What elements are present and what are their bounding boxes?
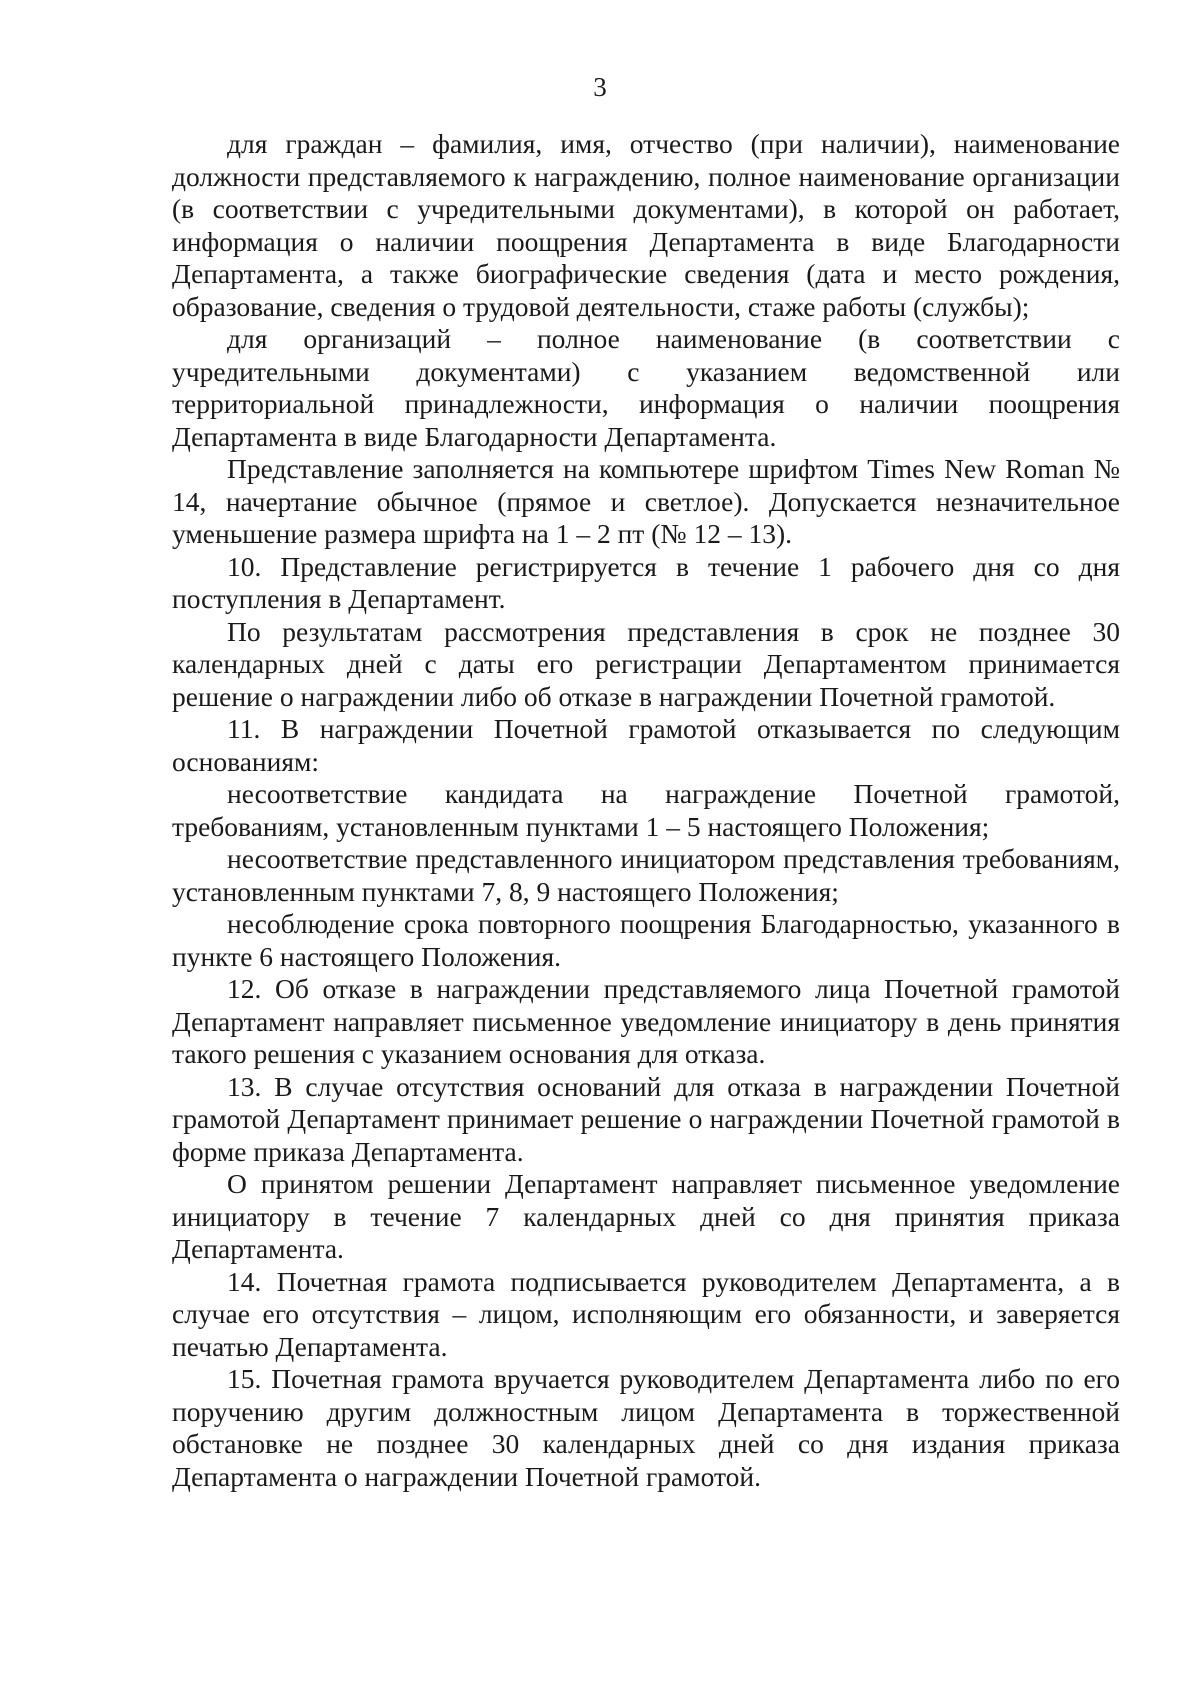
paragraph-item-15: 15. Почетная грамота вручается руководителем Департамента либо по его поручению другим должностным лицом Департамента в торжественной обстановке не позднее 30 календарных дней со дня издания приказа Департамента о награждении Почетной грамотой. <box>172 1363 1120 1492</box>
paragraph-notification: О принятом решении Департамент направляет письменное уведомление инициатору в течение 7 календарных дней со дня принятия приказа Департамента. <box>172 1168 1120 1264</box>
paragraph-organizations-info: для организаций – полное наименование (в соответствии с учредительными документами) с указанием ведомственной или территориальной принадлежности, информация о наличии поощрения Департамента в виде Благодарности Департамента. <box>172 323 1120 452</box>
paragraph-font-requirements: Представление заполняется на компьютере шрифтом Times New Roman № 14, начертание обычное (прямое и светлое). Допускается незначительное уменьшение размера шрифта на 1 – 2 пт (№ 12 – 13). <box>172 453 1120 549</box>
paragraph-item-10: 10. Представление регистрируется в течение 1 рабочего дня со дня поступления в Департамент. <box>172 550 1120 614</box>
paragraph-item-11: 11. В награждении Почетной грамотой отказывается по следующим основаниям: <box>172 713 1120 777</box>
paragraph-item-12: 12. Об отказе в награждении представляемого лица Почетной грамотой Департамент направляет письменное уведомление инициатору в день принятия такого решения с указанием основания для отказа. <box>172 973 1120 1069</box>
paragraph-citizens-info: для граждан – фамилия, имя, отчество (при наличии), наименование должности представляемого к награждению, полное наименование организации (в соответствии с учредительными документами), в которой он работает, информация о наличии поощрения Департамента в виде Благодарности Департамента, а также биографические сведения (дата и место рождения, образование, сведения о трудовой деятельности, стаже работы (службы); <box>172 128 1120 322</box>
document-body <box>172 128 1120 1493</box>
paragraph-item-14: 14. Почетная грамота подписывается руководителем Департамента, а в случае его отсутствия – лицом, исполняющим его обязанности, и заверяется печатью Департамента. <box>172 1265 1120 1362</box>
paragraph-review-decision: По результатам рассмотрения представления в срок не позднее 30 календарных дней с даты его регистрации Департаментом принимается решение о награждении либо об отказе в награждении Почетной грамотой. <box>172 615 1120 712</box>
paragraph-ground-submission: несоответствие представленного инициатором представления требованиям, установленным пунктами 7, 8, 9 настоящего Положения; <box>172 843 1120 907</box>
paragraph-ground-term: несоблюдение срока повторного поощрения Благодарностью, указанного в пункте 6 настоящего Положения. <box>172 908 1120 972</box>
paragraph-ground-candidate: несоответствие кандидата на награждение Почетной грамотой, требованиям, установленным пунктами 1 – 5 настоящего Положения; <box>172 778 1120 842</box>
paragraph-item-13: 13. В случае отсутствия оснований для отказа в награждении Почетной грамотой Департамент принимает решение о награждении Почетной грамотой в форме приказа Департамента. <box>172 1070 1120 1167</box>
page-number: 3 <box>593 72 607 102</box>
